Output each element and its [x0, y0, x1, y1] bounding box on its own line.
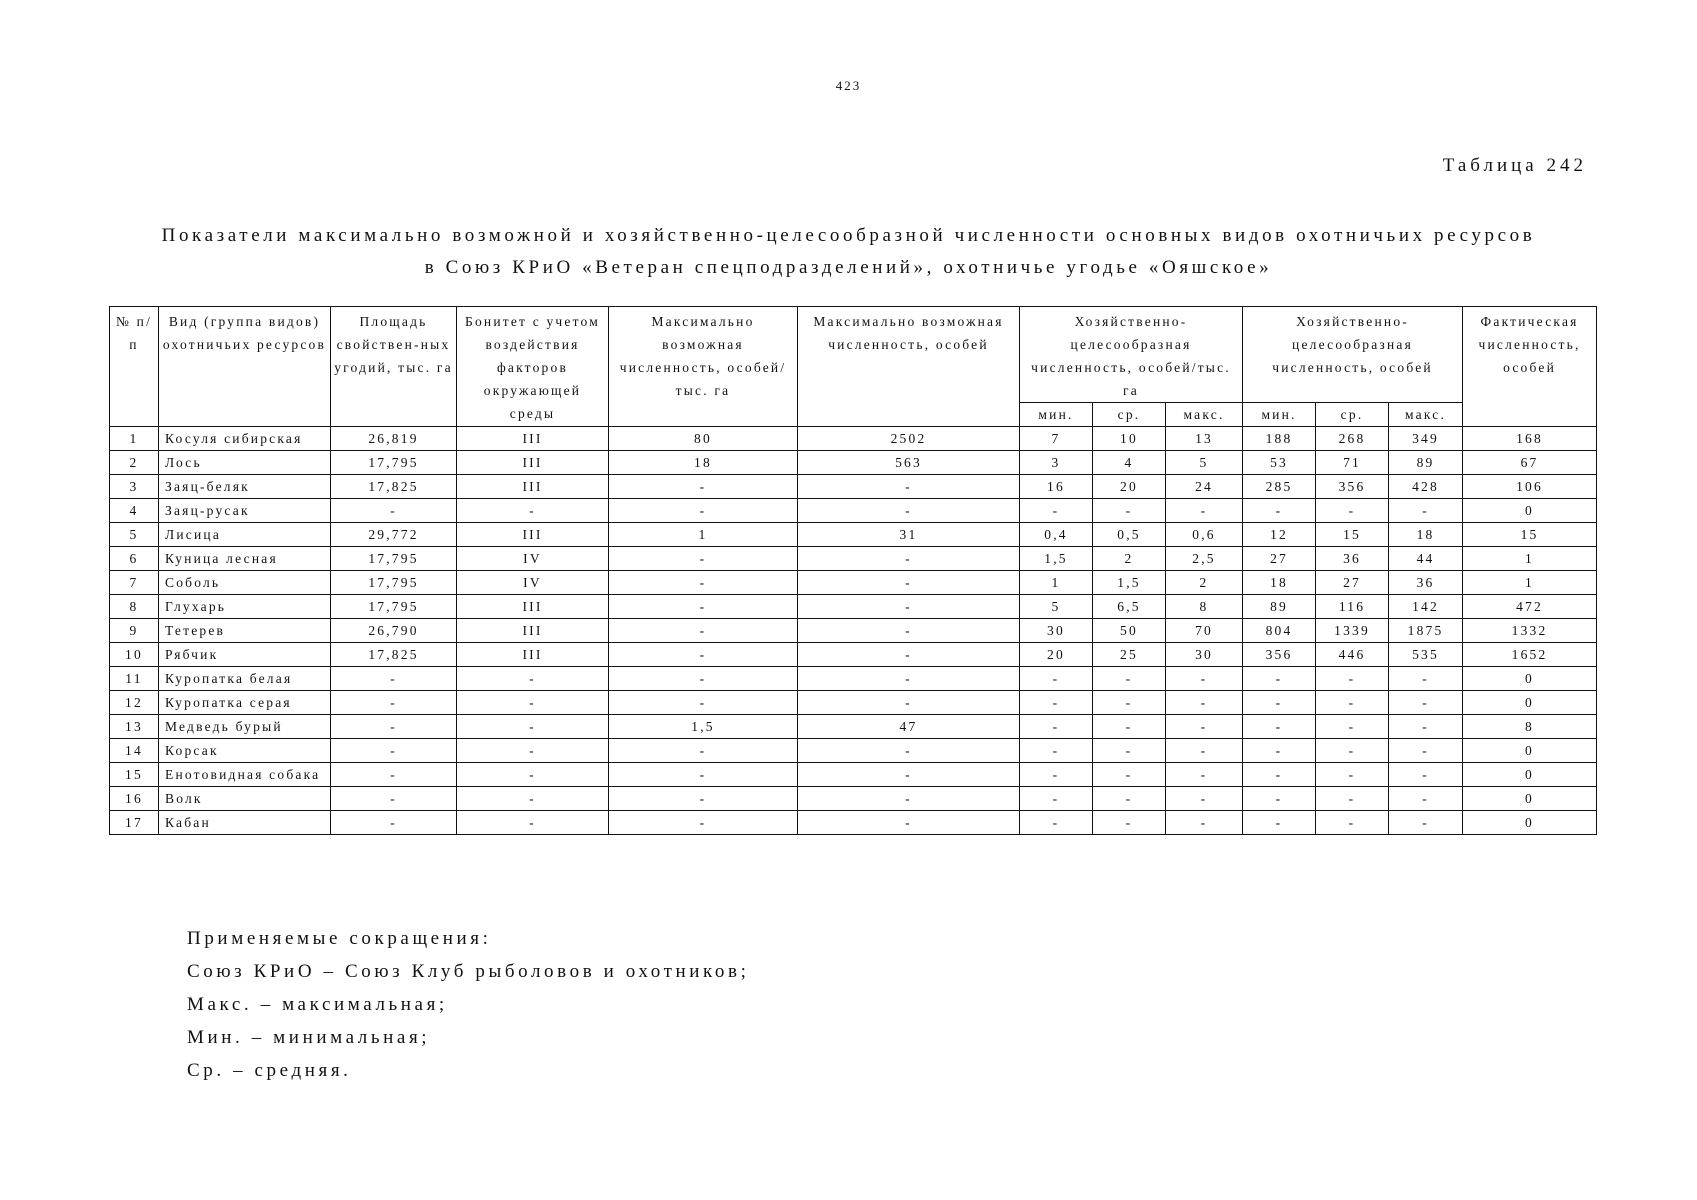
cell-actual: 168 — [1463, 427, 1597, 451]
cell-bonitet: IV — [457, 571, 609, 595]
cell-area: - — [331, 787, 457, 811]
header-count-min: мин. — [1243, 403, 1316, 427]
cell-max-density: - — [609, 595, 798, 619]
cell-density-max: - — [1166, 691, 1243, 715]
table-row — [110, 571, 1597, 595]
cell-area: 26,790 — [331, 619, 457, 643]
cell-density-avg: 1,5 — [1093, 571, 1166, 595]
cell-actual: 0 — [1463, 739, 1597, 763]
cell-count-max: 428 — [1389, 475, 1463, 499]
cell-count-max: 349 — [1389, 427, 1463, 451]
cell-max-count: - — [798, 475, 1020, 499]
cell-species: Заяц-беляк — [159, 475, 331, 499]
cell-species: Куропатка белая — [159, 667, 331, 691]
cell-density-max: - — [1166, 787, 1243, 811]
cell-max-count: - — [798, 499, 1020, 523]
header-density-avg: ср. — [1093, 403, 1166, 427]
cell-species: Куница лесная — [159, 547, 331, 571]
cell-count-max: - — [1389, 667, 1463, 691]
cell-density-min: - — [1020, 691, 1093, 715]
cell-count-avg: 1339 — [1316, 619, 1389, 643]
cell-bonitet: III — [457, 643, 609, 667]
cell-max-density: - — [609, 643, 798, 667]
cell-density-min: 1,5 — [1020, 547, 1093, 571]
cell-actual: 0 — [1463, 667, 1597, 691]
cell-density-max: 2 — [1166, 571, 1243, 595]
cell-count-max: 89 — [1389, 451, 1463, 475]
cell-count-min: 18 — [1243, 571, 1316, 595]
cell-max-density: - — [609, 739, 798, 763]
cell-density-min: 1 — [1020, 571, 1093, 595]
cell-actual: 0 — [1463, 787, 1597, 811]
cell-max-density: 1 — [609, 523, 798, 547]
table-body — [110, 427, 1597, 835]
cell-count-min: - — [1243, 715, 1316, 739]
cell-density-max: 24 — [1166, 475, 1243, 499]
cell-bonitet: - — [457, 667, 609, 691]
cell-max-count: 31 — [798, 523, 1020, 547]
cell-max-count: 2502 — [798, 427, 1020, 451]
cell-density-min: - — [1020, 499, 1093, 523]
cell-density-max: 5 — [1166, 451, 1243, 475]
table-row — [110, 523, 1597, 547]
hunting-resources-table — [109, 306, 1597, 835]
cell-num: 3 — [110, 475, 159, 499]
cell-species: Косуля сибирская — [159, 427, 331, 451]
cell-num: 8 — [110, 595, 159, 619]
cell-count-max: - — [1389, 787, 1463, 811]
table-row — [110, 691, 1597, 715]
cell-max-density: - — [609, 787, 798, 811]
cell-count-avg: 15 — [1316, 523, 1389, 547]
cell-actual: 0 — [1463, 691, 1597, 715]
abbreviations-notes — [187, 922, 749, 1087]
cell-density-min: 5 — [1020, 595, 1093, 619]
cell-num: 14 — [110, 739, 159, 763]
cell-max-density: - — [609, 811, 798, 835]
cell-num: 6 — [110, 547, 159, 571]
table-row — [110, 763, 1597, 787]
table-row — [110, 451, 1597, 475]
cell-actual: 106 — [1463, 475, 1597, 499]
cell-count-avg: 116 — [1316, 595, 1389, 619]
cell-density-avg: 10 — [1093, 427, 1166, 451]
cell-density-min: - — [1020, 787, 1093, 811]
cell-area: 17,795 — [331, 547, 457, 571]
table-header — [110, 307, 1597, 427]
cell-count-min: - — [1243, 667, 1316, 691]
cell-max-count: - — [798, 667, 1020, 691]
cell-num: 9 — [110, 619, 159, 643]
cell-bonitet: - — [457, 739, 609, 763]
cell-density-avg: - — [1093, 787, 1166, 811]
cell-count-min: 188 — [1243, 427, 1316, 451]
cell-max-count: - — [798, 571, 1020, 595]
cell-species: Лисица — [159, 523, 331, 547]
cell-density-max: - — [1166, 739, 1243, 763]
cell-num: 13 — [110, 715, 159, 739]
cell-actual: 8 — [1463, 715, 1597, 739]
cell-max-density: - — [609, 475, 798, 499]
cell-max-count: - — [798, 643, 1020, 667]
cell-count-min: - — [1243, 739, 1316, 763]
cell-bonitet: III — [457, 523, 609, 547]
cell-density-min: 16 — [1020, 475, 1093, 499]
cell-density-max: - — [1166, 499, 1243, 523]
cell-bonitet: - — [457, 499, 609, 523]
cell-species: Енотовидная собака — [159, 763, 331, 787]
cell-num: 16 — [110, 787, 159, 811]
cell-actual: 1332 — [1463, 619, 1597, 643]
table-title — [0, 220, 1697, 284]
cell-count-max: 142 — [1389, 595, 1463, 619]
cell-num: 10 — [110, 643, 159, 667]
cell-density-max: 0,6 — [1166, 523, 1243, 547]
table-row — [110, 715, 1597, 739]
cell-density-min: 7 — [1020, 427, 1093, 451]
cell-density-max: 30 — [1166, 643, 1243, 667]
cell-bonitet: IV — [457, 547, 609, 571]
cell-species: Лось — [159, 451, 331, 475]
cell-count-avg: 356 — [1316, 475, 1389, 499]
cell-num: 15 — [110, 763, 159, 787]
cell-density-min: 20 — [1020, 643, 1093, 667]
cell-count-min: - — [1243, 763, 1316, 787]
cell-max-count: - — [798, 763, 1020, 787]
header-max-density: Максимально возможная численность, особей/тыс. га — [609, 307, 798, 427]
cell-area: 17,825 — [331, 643, 457, 667]
cell-bonitet: - — [457, 715, 609, 739]
cell-density-max: - — [1166, 715, 1243, 739]
cell-num: 11 — [110, 667, 159, 691]
cell-count-avg: - — [1316, 739, 1389, 763]
cell-max-density: - — [609, 571, 798, 595]
cell-actual: 0 — [1463, 499, 1597, 523]
cell-count-avg: 446 — [1316, 643, 1389, 667]
header-num: № п/п — [110, 307, 159, 427]
cell-bonitet: - — [457, 811, 609, 835]
cell-max-density: - — [609, 667, 798, 691]
cell-num: 4 — [110, 499, 159, 523]
header-count-avg: ср. — [1316, 403, 1389, 427]
header-bonitet: Бонитет с учетом воздействия факторов окружающей среды — [457, 307, 609, 427]
cell-max-count: - — [798, 595, 1020, 619]
cell-bonitet: - — [457, 691, 609, 715]
cell-area: - — [331, 739, 457, 763]
cell-count-min: 53 — [1243, 451, 1316, 475]
page-number: 423 — [835, 78, 862, 93]
cell-count-min: - — [1243, 499, 1316, 523]
cell-area: 29,772 — [331, 523, 457, 547]
cell-count-max: - — [1389, 763, 1463, 787]
cell-actual: 0 — [1463, 763, 1597, 787]
cell-count-min: 804 — [1243, 619, 1316, 643]
cell-density-avg: 20 — [1093, 475, 1166, 499]
cell-count-max: 36 — [1389, 571, 1463, 595]
cell-max-count: - — [798, 811, 1020, 835]
header-area: Площадь свойствен-ных угодий, тыс. га — [331, 307, 457, 427]
cell-count-max: 1875 — [1389, 619, 1463, 643]
cell-density-avg: - — [1093, 715, 1166, 739]
cell-count-avg: - — [1316, 667, 1389, 691]
header-actual: Фактическая численность, особей — [1463, 307, 1597, 427]
cell-density-avg: - — [1093, 499, 1166, 523]
cell-density-max: 2,5 — [1166, 547, 1243, 571]
cell-count-max: - — [1389, 691, 1463, 715]
cell-density-min: 3 — [1020, 451, 1093, 475]
cell-density-avg: 25 — [1093, 643, 1166, 667]
cell-actual: 15 — [1463, 523, 1597, 547]
cell-bonitet: III — [457, 475, 609, 499]
cell-area: - — [331, 715, 457, 739]
cell-actual: 1 — [1463, 547, 1597, 571]
cell-species: Тетерев — [159, 619, 331, 643]
cell-density-min: - — [1020, 715, 1093, 739]
notes-heading: Применяемые сокращения: — [187, 928, 492, 949]
cell-density-avg: 0,5 — [1093, 523, 1166, 547]
cell-species: Рябчик — [159, 643, 331, 667]
cell-species: Кабан — [159, 811, 331, 835]
cell-max-density: - — [609, 619, 798, 643]
cell-actual: 67 — [1463, 451, 1597, 475]
cell-density-max: 13 — [1166, 427, 1243, 451]
cell-count-avg: 71 — [1316, 451, 1389, 475]
cell-species: Соболь — [159, 571, 331, 595]
cell-max-density: - — [609, 691, 798, 715]
cell-count-avg: 268 — [1316, 427, 1389, 451]
cell-count-avg: 27 — [1316, 571, 1389, 595]
table-label: Таблица 242 — [1442, 155, 1587, 176]
cell-species: Волк — [159, 787, 331, 811]
cell-area: - — [331, 499, 457, 523]
abbreviation-item: Ср. – средняя. — [187, 1060, 352, 1081]
cell-count-avg: 36 — [1316, 547, 1389, 571]
cell-density-avg: - — [1093, 691, 1166, 715]
cell-area: 17,795 — [331, 595, 457, 619]
table-row — [110, 475, 1597, 499]
header-density-max: макс. — [1166, 403, 1243, 427]
cell-count-min: - — [1243, 691, 1316, 715]
cell-density-avg: 4 — [1093, 451, 1166, 475]
title-line-1: Показатели максимально возможной и хозяйственно-целесообразной численности основных видов охотничьих ресурсов — [161, 225, 1536, 246]
cell-density-avg: - — [1093, 739, 1166, 763]
header-species: Вид (группа видов) охотничьих ресурсов — [159, 307, 331, 427]
cell-max-count: - — [798, 787, 1020, 811]
cell-max-count: - — [798, 739, 1020, 763]
abbreviation-item: Макс. – максимальная; — [187, 994, 448, 1015]
cell-count-max: 44 — [1389, 547, 1463, 571]
cell-count-max: 535 — [1389, 643, 1463, 667]
cell-bonitet: III — [457, 427, 609, 451]
cell-count-min: 89 — [1243, 595, 1316, 619]
cell-count-min: - — [1243, 787, 1316, 811]
cell-count-min: 356 — [1243, 643, 1316, 667]
cell-num: 17 — [110, 811, 159, 835]
cell-actual: 1652 — [1463, 643, 1597, 667]
cell-count-max: - — [1389, 811, 1463, 835]
cell-bonitet: III — [457, 451, 609, 475]
cell-count-max: 18 — [1389, 523, 1463, 547]
cell-actual: 1 — [1463, 571, 1597, 595]
cell-count-avg: - — [1316, 763, 1389, 787]
cell-density-avg: - — [1093, 667, 1166, 691]
cell-area: - — [331, 763, 457, 787]
table-row — [110, 739, 1597, 763]
abbreviation-item: Союз КРиО – Союз Клуб рыболовов и охотников; — [187, 961, 750, 982]
cell-species: Куропатка серая — [159, 691, 331, 715]
cell-density-min: - — [1020, 811, 1093, 835]
cell-species: Корсак — [159, 739, 331, 763]
abbreviation-item: Мин. – минимальная; — [187, 1027, 431, 1048]
cell-count-min: 27 — [1243, 547, 1316, 571]
cell-density-min: 0,4 — [1020, 523, 1093, 547]
cell-count-max: - — [1389, 739, 1463, 763]
cell-max-density: 80 — [609, 427, 798, 451]
cell-bonitet: III — [457, 595, 609, 619]
cell-max-density: - — [609, 499, 798, 523]
cell-density-min: - — [1020, 739, 1093, 763]
cell-density-max: 70 — [1166, 619, 1243, 643]
cell-area: 26,819 — [331, 427, 457, 451]
cell-density-max: 8 — [1166, 595, 1243, 619]
cell-count-avg: - — [1316, 691, 1389, 715]
cell-species: Медведь бурый — [159, 715, 331, 739]
cell-density-min: - — [1020, 667, 1093, 691]
cell-max-density: - — [609, 763, 798, 787]
table-row — [110, 619, 1597, 643]
cell-count-min: 12 — [1243, 523, 1316, 547]
table-row — [110, 643, 1597, 667]
cell-area: - — [331, 667, 457, 691]
cell-num: 12 — [110, 691, 159, 715]
cell-max-count: - — [798, 547, 1020, 571]
cell-max-count: 563 — [798, 451, 1020, 475]
table-row — [110, 811, 1597, 835]
cell-count-avg: - — [1316, 787, 1389, 811]
table-row — [110, 547, 1597, 571]
cell-count-avg: - — [1316, 715, 1389, 739]
cell-species: Глухарь — [159, 595, 331, 619]
header-count-max: макс. — [1389, 403, 1463, 427]
title-line-2: в Союз КРиО «Ветеран спецподразделений», охотничье угодье «Ояшское» — [424, 257, 1273, 278]
cell-area: - — [331, 691, 457, 715]
cell-actual: 0 — [1463, 811, 1597, 835]
cell-density-max: - — [1166, 667, 1243, 691]
cell-count-min: - — [1243, 811, 1316, 835]
cell-count-avg: - — [1316, 499, 1389, 523]
cell-max-count: - — [798, 619, 1020, 643]
cell-max-density: - — [609, 547, 798, 571]
header-eco-density: Хозяйственно-целесообразная численность, особей/тыс. га — [1020, 307, 1243, 403]
cell-bonitet: - — [457, 763, 609, 787]
cell-density-avg: 6,5 — [1093, 595, 1166, 619]
cell-density-avg: - — [1093, 811, 1166, 835]
cell-max-density: 1,5 — [609, 715, 798, 739]
cell-area: 17,825 — [331, 475, 457, 499]
cell-max-density: 18 — [609, 451, 798, 475]
cell-density-max: - — [1166, 811, 1243, 835]
cell-num: 1 — [110, 427, 159, 451]
header-density-min: мин. — [1020, 403, 1093, 427]
cell-area: - — [331, 811, 457, 835]
cell-density-avg: 2 — [1093, 547, 1166, 571]
cell-num: 2 — [110, 451, 159, 475]
header-max-count: Максимально возможная численность, особей — [798, 307, 1020, 427]
table-row — [110, 595, 1597, 619]
cell-density-max: - — [1166, 763, 1243, 787]
cell-bonitet: - — [457, 787, 609, 811]
cell-area: 17,795 — [331, 451, 457, 475]
table-row — [110, 499, 1597, 523]
table-row — [110, 667, 1597, 691]
table-row — [110, 787, 1597, 811]
cell-count-avg: - — [1316, 811, 1389, 835]
cell-count-max: - — [1389, 499, 1463, 523]
cell-num: 7 — [110, 571, 159, 595]
cell-density-min: 30 — [1020, 619, 1093, 643]
cell-count-min: 285 — [1243, 475, 1316, 499]
cell-density-avg: 50 — [1093, 619, 1166, 643]
cell-density-avg: - — [1093, 763, 1166, 787]
cell-max-count: - — [798, 691, 1020, 715]
cell-num: 5 — [110, 523, 159, 547]
cell-bonitet: III — [457, 619, 609, 643]
cell-count-max: - — [1389, 715, 1463, 739]
cell-area: 17,795 — [331, 571, 457, 595]
cell-actual: 472 — [1463, 595, 1597, 619]
cell-max-count: 47 — [798, 715, 1020, 739]
table-row — [110, 427, 1597, 451]
header-eco-count: Хозяйственно-целесообразная численность, особей — [1243, 307, 1463, 403]
cell-density-min: - — [1020, 763, 1093, 787]
cell-species: Заяц-русак — [159, 499, 331, 523]
